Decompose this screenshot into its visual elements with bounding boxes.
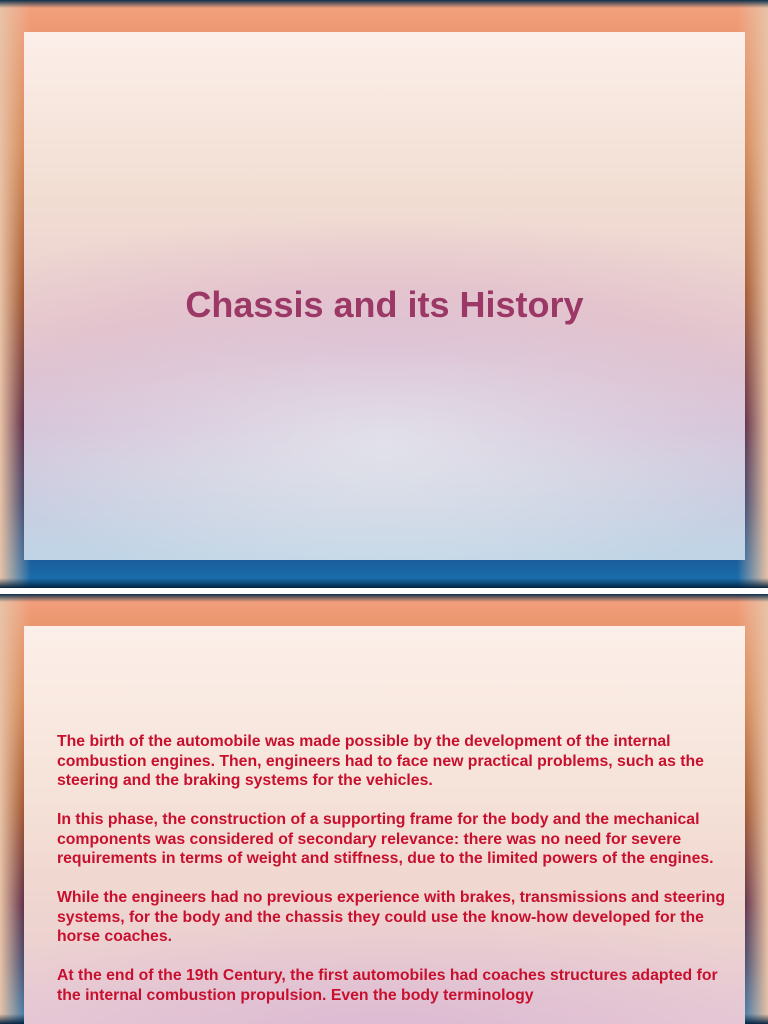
paragraph-2: In this phase, the construction of a supporting frame for the body and the mechanical components was considered of secondary relevance: there was no need for severe requirements in terms of weight and stiffness, due to the limited powers of the engines. (57, 811, 714, 867)
slide-body-text (57, 732, 727, 1024)
slide-2-content-panel (24, 626, 745, 1024)
paragraph-4: At the end of the 19th Century, the first automobiles had coaches structures adapted for the internal combustion propulsion. Even the body terminology (57, 967, 718, 1004)
paragraph-1: The birth of the automobile was made possible by the development of the internal combustion engines. Then, engineers had to face new practical problems, such as the steering and the braking systems for the vehicles. (57, 733, 704, 789)
slide-1-content-panel (24, 32, 745, 560)
slide-2 (0, 594, 768, 1024)
paragraph-3: While the engineers had no previous experience with brakes, transmissions and steering systems, for the body and the chassis they could use the know-how developed for the horse coaches. (57, 889, 726, 945)
slide-title: Chassis and its History (185, 284, 584, 325)
